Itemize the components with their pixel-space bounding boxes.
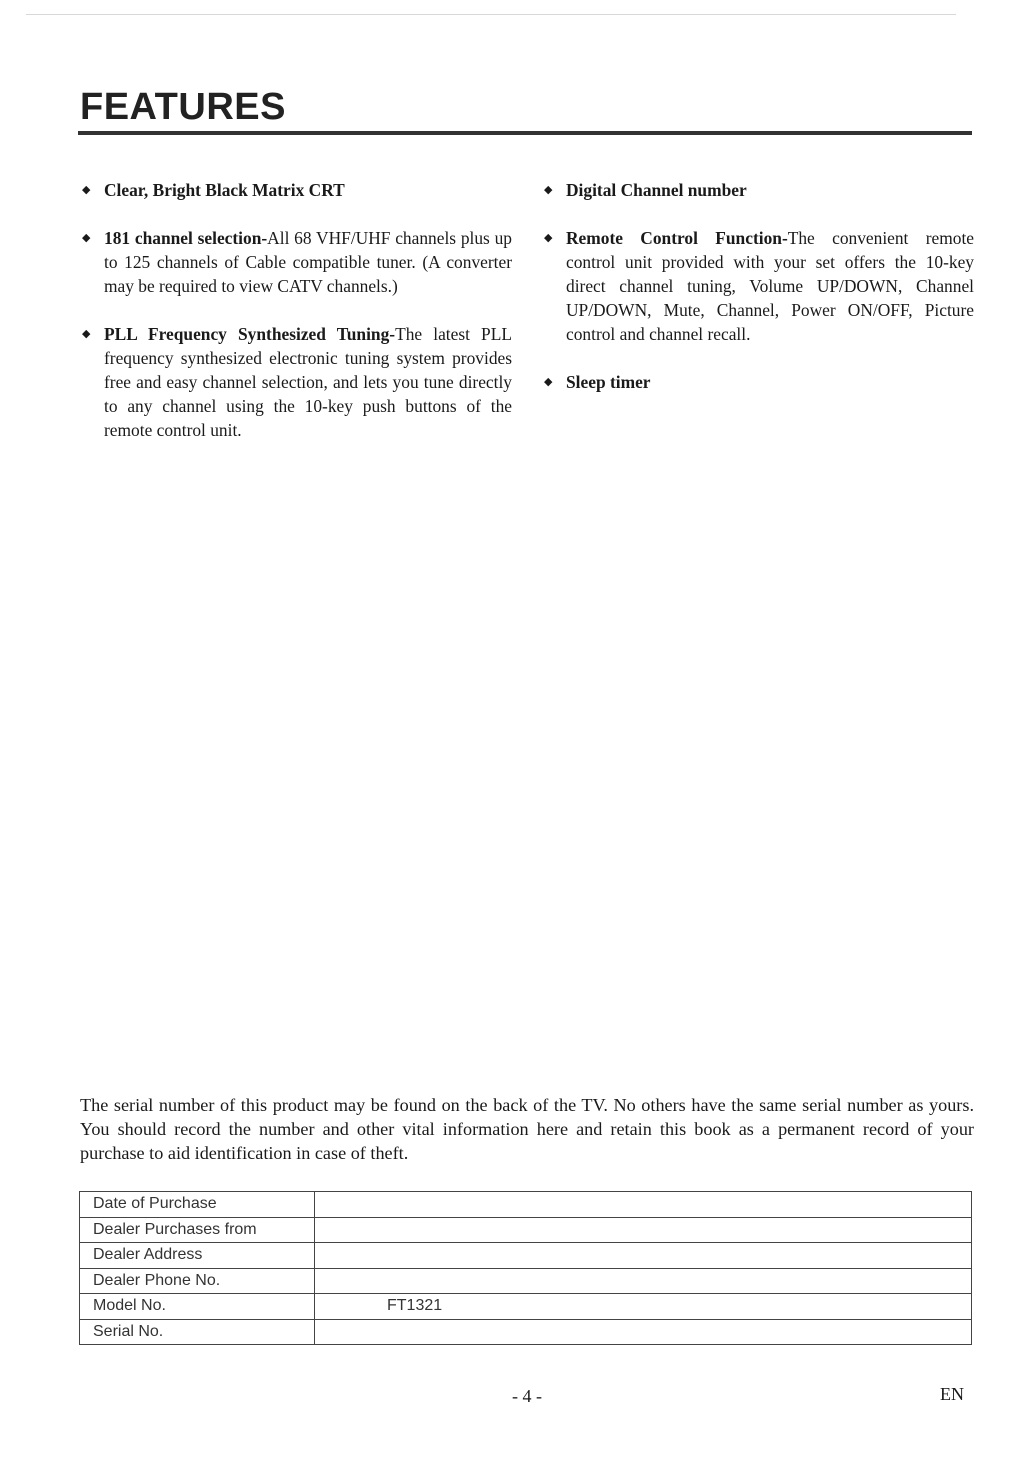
row-label: Date of Purchase — [80, 1192, 315, 1218]
row-value-field[interactable]: FT1321 — [315, 1294, 972, 1320]
top-faint-rule — [26, 14, 956, 15]
table-row — [80, 1243, 972, 1269]
table-row — [80, 1319, 972, 1345]
diamond-bullet-icon: ◆ — [82, 232, 91, 244]
row-value-field[interactable] — [315, 1217, 972, 1243]
purchase-record-table — [79, 1191, 972, 1345]
serial-number-note: The serial number of this product may be found on the back of the TV. No others have the same serial number as yours. You should record the number and other vital information here and retain this book as a permanent record of your purchase to aid identification in case of theft. — [80, 1095, 974, 1163]
feature-body: All 68 VHF/UHF channels plus up to 125 channels of Cable compatible tuner. (A converter may be required to view CATV channels.) — [104, 228, 512, 296]
feature-title: 181 channel selection- — [104, 228, 268, 248]
feature-body: The latest PLL frequency synthesized electronic tuning system provides free and easy channel selection, and lets you tune directly to any channel using the 10-key push buttons of the remote control unit. — [104, 324, 512, 440]
feature-title: Remote Control Function- — [566, 228, 788, 248]
features-left-column — [80, 178, 512, 466]
page-number: - 4 - — [512, 1386, 542, 1406]
row-label: Serial No. — [80, 1319, 315, 1345]
row-label: Dealer Purchases from — [80, 1217, 315, 1243]
diamond-bullet-icon: ◆ — [82, 328, 91, 340]
feature-item — [80, 322, 512, 442]
table-row — [80, 1192, 972, 1218]
title-rule — [78, 131, 972, 135]
feature-item — [80, 226, 512, 298]
row-value-field[interactable] — [315, 1319, 972, 1345]
row-label: Dealer Address — [80, 1243, 315, 1269]
row-label: Model No. — [80, 1294, 315, 1320]
feature-title: Digital Channel number — [566, 180, 747, 200]
features-right-column — [542, 178, 974, 418]
row-label: Dealer Phone No. — [80, 1268, 315, 1294]
language-code: EN — [940, 1384, 964, 1404]
feature-item — [80, 178, 512, 202]
feature-body: The convenient remote control unit provided with your set offers the 10-key direct channel tuning, Volume UP/DOWN, Channel UP/DOWN, Mute, Channel, Power ON/OFF, Picture control and channel recall. — [566, 228, 974, 344]
feature-title: Clear, Bright Black Matrix CRT — [104, 180, 345, 200]
feature-title: Sleep timer — [566, 372, 651, 392]
row-value-field[interactable] — [315, 1243, 972, 1269]
feature-item — [542, 226, 974, 346]
feature-item — [542, 370, 974, 394]
page-title: FEATURES — [80, 86, 286, 128]
table-row — [80, 1294, 972, 1320]
diamond-bullet-icon: ◆ — [544, 184, 553, 196]
row-value-field[interactable] — [315, 1268, 972, 1294]
diamond-bullet-icon: ◆ — [544, 232, 553, 244]
diamond-bullet-icon: ◆ — [544, 376, 553, 388]
table-row — [80, 1268, 972, 1294]
row-value-field[interactable] — [315, 1192, 972, 1218]
feature-title: PLL Frequency Synthesized Tuning- — [104, 324, 396, 344]
table-row — [80, 1217, 972, 1243]
feature-item — [542, 178, 974, 202]
diamond-bullet-icon: ◆ — [82, 184, 91, 196]
